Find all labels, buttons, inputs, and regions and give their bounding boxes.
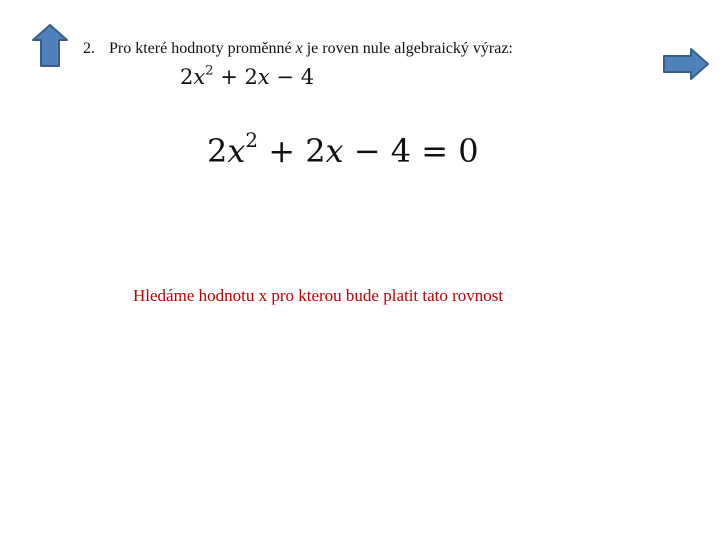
question-variable: x <box>295 40 303 57</box>
nav-next-button[interactable] <box>663 48 709 80</box>
algebraic-expression: $2x^2 + 2x - 4$ <box>180 63 315 89</box>
question-text-after: je roven nule algebraický výraz: <box>306 40 513 57</box>
hint-text: Hledáme hodnotu x pro kterou bude platit tato rovnost <box>133 286 504 305</box>
quadratic-equation: $2x^2 + 2x - 4 = 0$ <box>207 129 479 170</box>
question-number: 2. <box>83 40 95 57</box>
nav-up-button[interactable] <box>31 24 69 68</box>
up-arrow-icon <box>31 24 69 68</box>
question-text-before: Pro které hodnoty proměnné <box>109 40 292 57</box>
question-text <box>83 39 513 59</box>
right-arrow-icon <box>663 48 709 80</box>
